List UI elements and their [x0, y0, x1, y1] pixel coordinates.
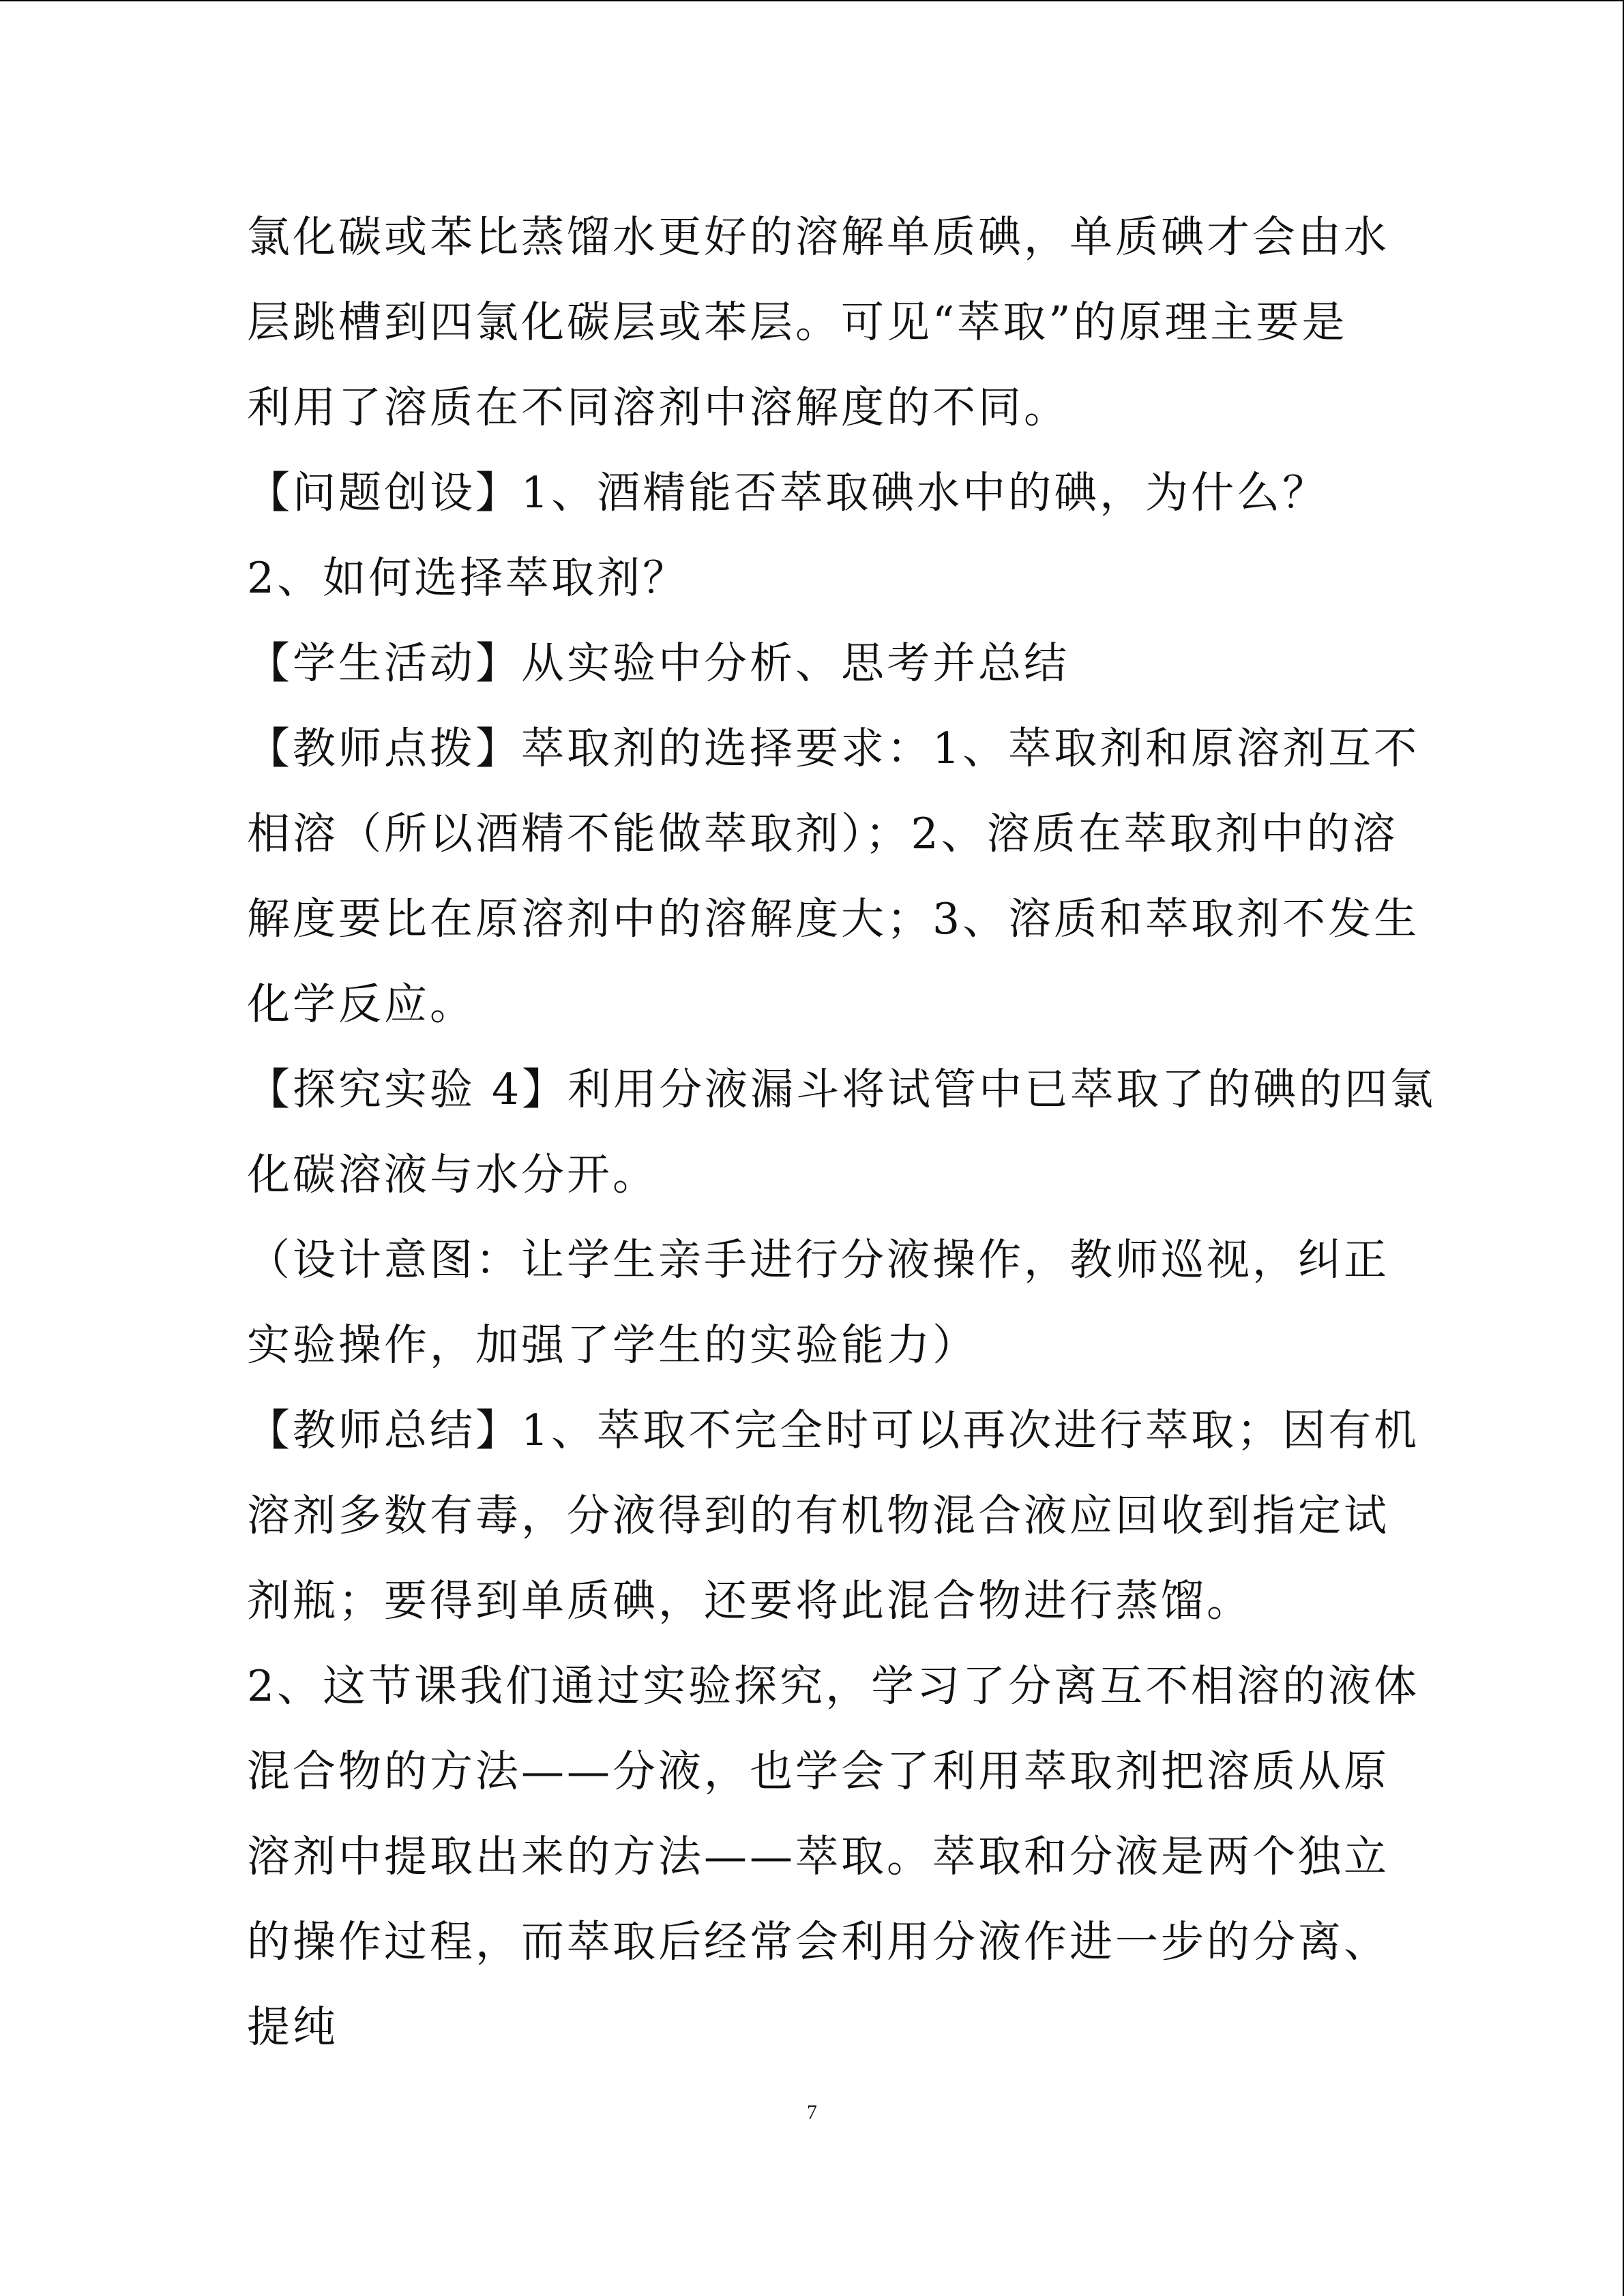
text-line: 【学生活动】从实验中分析、思考并总结: [247, 638, 1069, 688]
text-line: 2、如何选择萃取剂？: [247, 553, 689, 603]
page-number: 7: [807, 2101, 817, 2123]
text-line: 化学反应。: [247, 979, 475, 1029]
text-line: 的操作过程，而萃取后经常会利用分液作进一步的分离、: [247, 1917, 1389, 1967]
text-line: 【探究实验 4】利用分液漏斗将试管中已萃取了的碘的四氯: [247, 1064, 1436, 1114]
text-line: 解度要比在原溶剂中的溶解度大；3、溶质和萃取剂不发生: [247, 894, 1420, 944]
text-line: 实验操作，加强了学生的实验能力）: [247, 1320, 978, 1370]
text-line: 【问题创设】1、酒精能否萃取碘水中的碘，为什么？: [247, 468, 1329, 518]
text-line: 利用了溶质在不同溶剂中溶解度的不同。: [247, 383, 1069, 432]
text-line: 氯化碳或苯比蒸馏水更好的溶解单质碘，单质碘才会由水: [247, 212, 1389, 262]
text-line: 层跳槽到四氯化碳层或苯层。可见“萃取”的原理主要是: [247, 297, 1348, 347]
text-line: 【教师点拨】萃取剂的选择要求：1、萃取剂和原溶剂互不: [247, 724, 1420, 773]
text-line: 化碳溶液与水分开。: [247, 1150, 658, 1199]
text-line: 相溶（所以酒精不能做萃取剂）；2、溶质在萃取剂中的溶: [247, 809, 1398, 859]
text-line: 【教师总结】1、萃取不完全时可以再次进行萃取；因有机: [247, 1405, 1420, 1455]
text-line: 剂瓶；要得到单质碘，还要将此混合物进行蒸馏。: [247, 1576, 1252, 1626]
text-line: 提纯: [247, 2002, 338, 2052]
text-line: 溶剂中提取出来的方法——萃取。萃取和分液是两个独立: [247, 1832, 1389, 1881]
text-line: 混合物的方法——分液，也学会了利用萃取剂把溶质从原: [247, 1746, 1389, 1796]
text-line: （设计意图：让学生亲手进行分液操作，教师巡视，纠正: [247, 1235, 1389, 1285]
text-line: 溶剂多数有毒，分液得到的有机物混合液应回收到指定试: [247, 1491, 1389, 1540]
text-line: 2、这节课我们通过实验探究，学习了分离互不相溶的液体: [247, 1661, 1420, 1711]
body-text: [247, 194, 1436, 2070]
